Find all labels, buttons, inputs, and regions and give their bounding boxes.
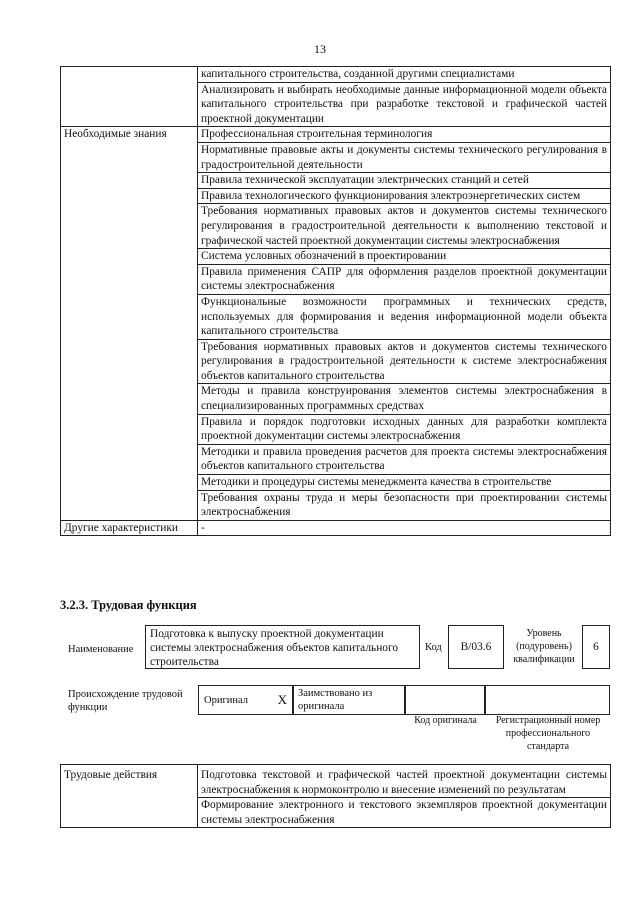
knowledge-item: Методики и правила проведения расчетов для проекта системы электроснабжения объектов капитального строительства	[198, 444, 611, 474]
other-label: Другие характеристики	[61, 520, 198, 536]
knowledge-item: Методики и процедуры системы менеджмента качества в строительстве	[198, 475, 611, 491]
original-code-box	[405, 685, 485, 715]
skill-continuation: капитального строительства, созданной другими специалистами	[198, 67, 611, 83]
knowledge-item: Требования нормативных правовых актов и документов системы технического регулирования в градостроительной деятельности к выполнению текстовой и графической частей проектной документации системы электроснабжения	[198, 204, 611, 249]
original-mark: X	[277, 692, 287, 707]
name-label: Наименование	[68, 644, 134, 655]
section-heading: 3.2.3. Трудовая функция	[60, 598, 197, 612]
borrowed-box: Заимствовано из оригинала	[293, 685, 405, 715]
code-label: Код	[425, 642, 442, 653]
origin-label: Происхождение трудовой функции	[68, 689, 183, 713]
knowledge-item: Система условных обозначений в проектировании	[198, 249, 611, 265]
action-item: Подготовка текстовой и графической частей проектной документации системы электроснабжения к нормоконтролю и внесение изменений по результатам	[198, 765, 611, 798]
function-code-box: В/03.6	[448, 625, 504, 669]
code-caption: Код оригинала	[414, 715, 477, 726]
knowledge-item: Требования охраны труда и меры безопасности при проектировании системы электроснабжения	[198, 490, 611, 520]
empty-label-cell	[61, 67, 198, 127]
actions-label: Трудовые действия	[61, 765, 198, 828]
skill-item: Анализировать и выбирать необходимые данные информационной модели объекта капитального строительства при разработке текстовой и графической частей проектной документации	[198, 82, 611, 127]
level-label: Уровень (подуровень) квалификации	[513, 628, 575, 665]
action-item: Формирование электронного и текстового экземпляров проектной документации системы электроснабжения	[198, 798, 611, 828]
actions-table	[60, 764, 611, 828]
knowledge-item: Функциональные возможности программных и технических средств, используемых для формирования и ведения информационной модели объекта капитального строительства	[198, 294, 611, 339]
knowledge-item: Требования нормативных правовых актов и документов системы технического регулирования в градостроительной деятельности к системе электроснабжения объектов капитального строительства	[198, 339, 611, 384]
registration-caption: Регистрационный номер профессионального стандарта	[495, 715, 601, 752]
function-name-box: Подготовка к выпуску проектной документации системы электроснабжения объектов капитального строительства	[145, 625, 420, 669]
knowledge-item: Нормативные правовые акты и документы системы технического регулирования в градостроительной деятельности	[198, 142, 611, 172]
level-box: 6	[582, 625, 610, 669]
original-label: Оригинал	[204, 695, 248, 706]
registration-number-box	[485, 685, 610, 715]
original-box	[198, 685, 293, 715]
knowledge-item: Профессиональная строительная терминология	[198, 127, 611, 143]
other-value: -	[198, 520, 611, 536]
knowledge-label: Необходимые знания	[61, 127, 198, 520]
knowledge-item: Методы и правила конструирования элементов системы электроснабжения в специализированных программных средствах	[198, 384, 611, 414]
knowledge-item: Правила и порядок подготовки исходных данных для разработки комплекта проектной документации системы электроснабжения	[198, 414, 611, 444]
page-number: 13	[314, 42, 326, 56]
knowledge-item: Правила применения САПР для оформления разделов проектной документации системы электроснабжения	[198, 264, 611, 294]
knowledge-item: Правила технологического функционирования электроэнергетических систем	[198, 188, 611, 204]
knowledge-table	[60, 66, 611, 536]
knowledge-item: Правила технической эксплуатации электрических станций и сетей	[198, 173, 611, 189]
